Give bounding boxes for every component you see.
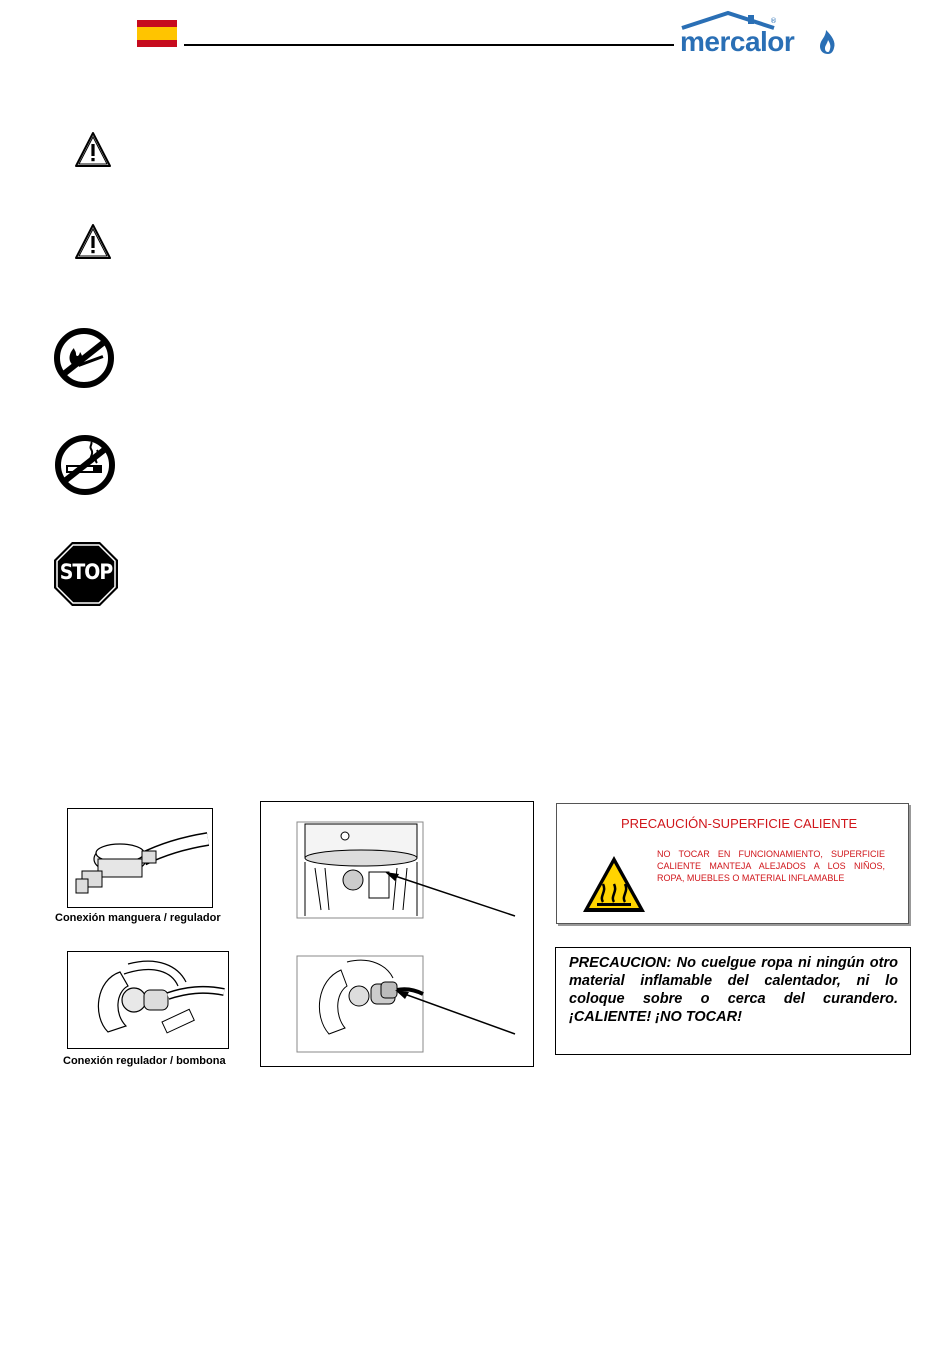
stop-sign-text: STOP [59, 560, 113, 584]
brand-name: mercalor [680, 26, 795, 57]
hot-surface-warning-label [556, 803, 909, 924]
hose-regulator-caption: Conexión manguera / regulador [55, 912, 221, 924]
warning-label-body: NO TOCAR EN FUNCIONAMIENTO, SUPERFICIE CALIENTE MANTEJA ALEJADOS A LOS NIÑOS, ROPA, MUEBLES O MATERIAL INFLAMABLE [657, 849, 885, 883]
header-rule [184, 44, 674, 46]
cylinder-connection-figure [260, 801, 534, 1067]
regulator-cylinder-figure [67, 951, 229, 1049]
stop-sign-icon [52, 540, 120, 613]
no-open-flame-icon [52, 326, 116, 395]
no-smoking-icon [53, 433, 117, 502]
mercalor-logo [678, 10, 846, 58]
hose-regulator-figure [67, 808, 213, 908]
caution-box [555, 947, 911, 1055]
regulator-cylinder-caption: Conexión regulador / bombona [63, 1055, 226, 1067]
caution-text: PRECAUCION: No cuelgue ropa ni ningún otro material inflamable del calentador, ni lo coloque sobre o cerca del curandero. ¡CALIENTE! ¡NO TOCAR! [569, 955, 898, 1025]
spain-flag [137, 20, 177, 47]
warning-triangle-icon [73, 222, 113, 267]
warning-triangle-icon [73, 130, 113, 175]
warning-label-title: PRECAUCIÓN-SUPERFICIE CALIENTE [621, 816, 858, 831]
hot-surface-icon [581, 854, 647, 919]
svg-text:®: ® [770, 17, 777, 25]
